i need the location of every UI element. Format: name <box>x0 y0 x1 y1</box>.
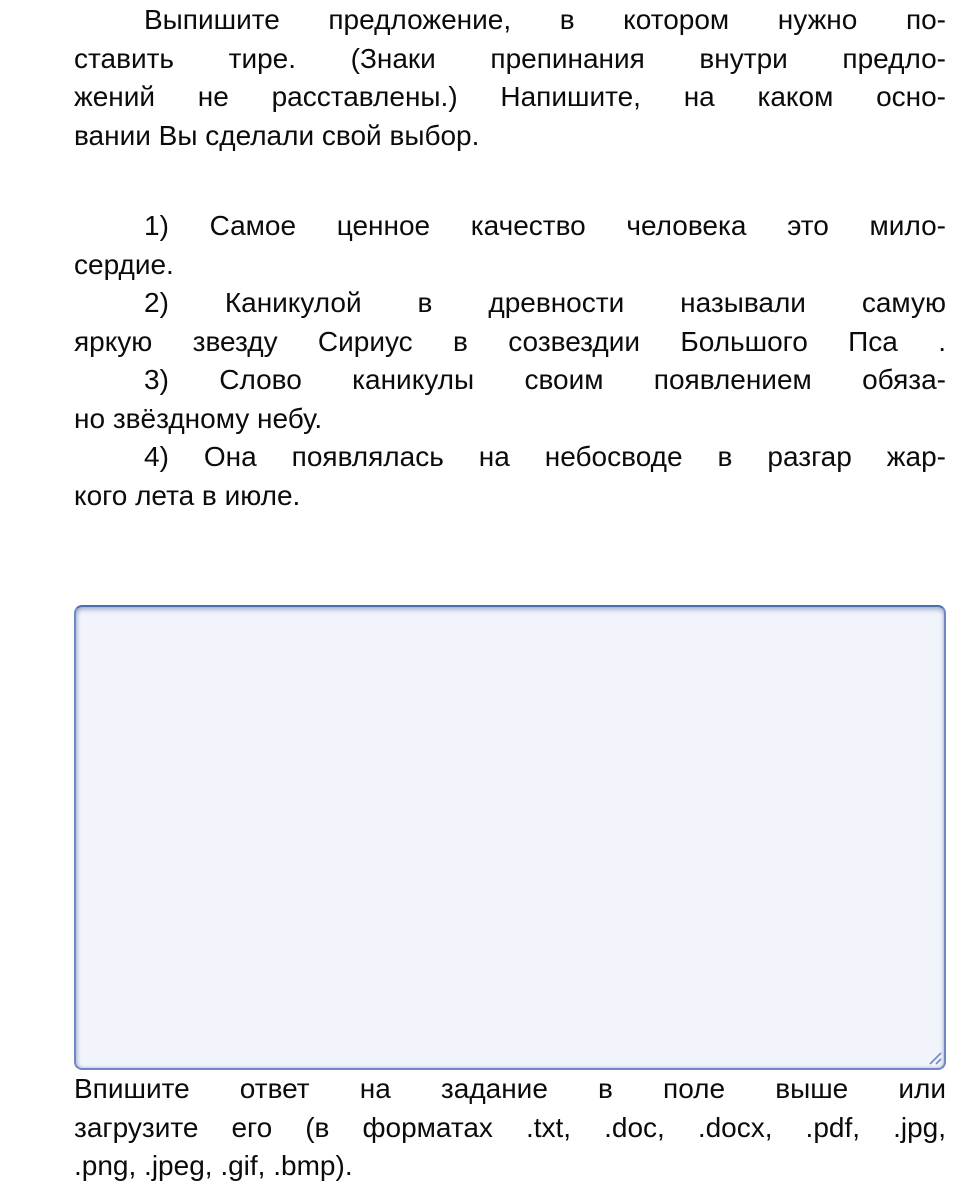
text-line: вании Вы сделали свой выбор. <box>74 119 480 151</box>
upload-hint <box>74 1070 946 1186</box>
text-line: Выпишите предложение, в котором нужно по- <box>144 4 946 35</box>
text-line: сердие. <box>74 248 174 280</box>
option-2 <box>74 284 946 361</box>
text-line: 3) Слово каникулы своим появлением обяза- <box>144 364 946 395</box>
text-line: яркую звезду Сириус в созвездии Большого Пса . <box>74 325 946 357</box>
text-line: но звёздному небу. <box>74 402 323 434</box>
text-line: Впишите ответ на задание в поле выше или <box>74 1073 946 1104</box>
text-line: 4) Она появлялась на небосводе в разгар жар- <box>144 441 946 472</box>
text-line: 1) Самое ценное качество человека это мило- <box>144 210 946 241</box>
text-line: жений не расставлены.) Напишите, на каком осно- <box>74 81 946 112</box>
task-options <box>74 207 946 515</box>
task-prompt <box>74 1 946 155</box>
text-line: кого лета в июле. <box>74 479 301 511</box>
text-line: ставить тире. (Знаки препинания внутри предло- <box>74 42 946 74</box>
option-3 <box>74 361 946 438</box>
option-1 <box>74 207 946 284</box>
text-line: 2) Каникулой в древности называли самую <box>144 287 946 318</box>
answer-textarea[interactable] <box>74 605 946 1070</box>
text-line: загрузите его (в форматах .txt, .doc, .docx, .pdf, .jpg, <box>74 1111 946 1143</box>
answer-area <box>74 605 946 1070</box>
option-4 <box>74 438 946 515</box>
resize-grip-icon[interactable] <box>927 1050 942 1065</box>
text-line: .png, .jpeg, .gif, .bmp). <box>74 1150 353 1181</box>
